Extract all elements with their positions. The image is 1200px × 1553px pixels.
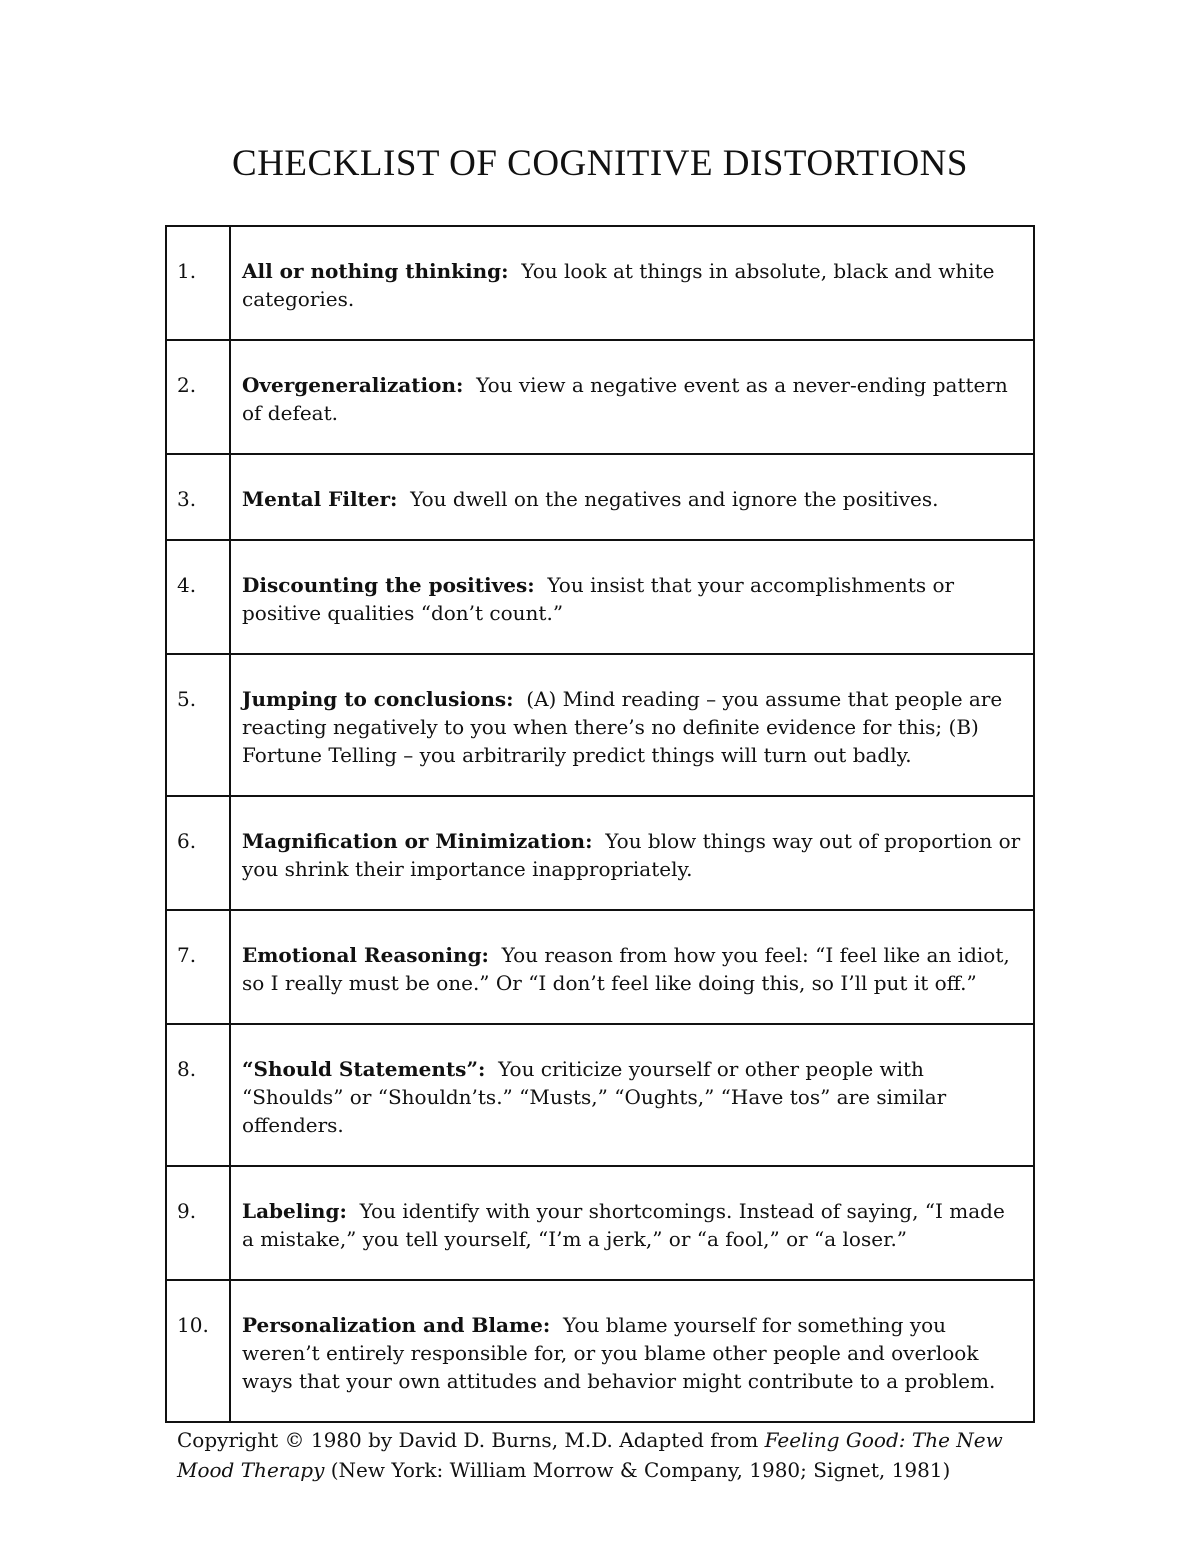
- copyright-prefix: Copyright © 1980 by David D. Burns, M.D. Adapted from: [177, 1428, 759, 1452]
- distortion-description: (A) Mind reading – you assume that people are reacting negatively to you when there’s no definite evidence for this; (B) Fortune Telling – you arbitrarily predict things will turn out badly.: [242, 687, 1003, 767]
- copyright-suffix: (New York: William Morrow & Company, 1980; Signet, 1981): [330, 1458, 951, 1482]
- item-number: 3.: [166, 454, 230, 540]
- table-row: [166, 1166, 1034, 1280]
- distortion-term: Labeling:: [242, 1199, 347, 1223]
- item-number: 4.: [166, 540, 230, 654]
- distortion-term: Jumping to conclusions:: [242, 687, 514, 711]
- distortion-description: You reason from how you feel: “I feel like an idiot, so I really must be one.” Or “I don’t feel like doing this, so I’ll put it off.”: [242, 943, 1010, 995]
- item-definition: [230, 796, 1034, 910]
- distortion-term: “Should Statements”:: [242, 1057, 486, 1081]
- item-number: 6.: [166, 796, 230, 910]
- table-row: [166, 340, 1034, 454]
- distortion-description: You blow things way out of proportion or you shrink their importance inappropriately.: [242, 829, 1021, 881]
- table-row: [166, 226, 1034, 340]
- distortion-description: You identify with your shortcomings. Instead of saying, “I made a mistake,” you tell yourself, “I’m a jerk,” or “a fool,” or “a loser.”: [242, 1199, 1005, 1251]
- distortion-term: Discounting the positives:: [242, 573, 535, 597]
- item-definition: [230, 340, 1034, 454]
- distortion-description: You criticize yourself or other people with “Shoulds” or “Shouldn’ts.” “Musts,” “Oughts,” “Have tos” are similar offenders.: [242, 1057, 947, 1137]
- distortion-term: Magnification or Minimization:: [242, 829, 593, 853]
- distortions-table-body: [166, 226, 1034, 1422]
- item-number: 2.: [166, 340, 230, 454]
- distortion-description: You dwell on the negatives and ignore the positives.: [410, 487, 939, 511]
- item-number: 8.: [166, 1024, 230, 1166]
- distortion-term: All or nothing thinking:: [242, 259, 509, 283]
- distortion-description: You view a negative event as a never-ending pattern of defeat.: [242, 373, 1008, 425]
- item-number: 5.: [166, 654, 230, 796]
- item-definition: [230, 1166, 1034, 1280]
- item-definition: [230, 654, 1034, 796]
- distortions-table: [165, 225, 1035, 1423]
- table-row: [166, 654, 1034, 796]
- item-number: 1.: [166, 226, 230, 340]
- table-row: [166, 910, 1034, 1024]
- table-row: [166, 454, 1034, 540]
- book-title: Feeling Good: The New Mood Therapy: [177, 1428, 1003, 1482]
- item-definition: [230, 910, 1034, 1024]
- item-definition: [230, 226, 1034, 340]
- table-row: [166, 796, 1034, 910]
- distortion-term: Emotional Reasoning:: [242, 943, 489, 967]
- item-number: 10.: [166, 1280, 230, 1422]
- table-row: [166, 1280, 1034, 1422]
- distortion-term: Overgeneralization:: [242, 373, 464, 397]
- distortion-description: You insist that your accomplishments or positive qualities “don’t count.”: [242, 573, 955, 625]
- item-definition: [230, 540, 1034, 654]
- item-number: 9.: [166, 1166, 230, 1280]
- distortion-description: You blame yourself for something you weren’t entirely responsible for, or you blame other people and overlook ways that your own attitudes and behavior might contribute to a problem.: [242, 1313, 996, 1393]
- item-definition: [230, 1280, 1034, 1422]
- item-definition: [230, 454, 1034, 540]
- distortion-term: Mental Filter:: [242, 487, 398, 511]
- item-definition: [230, 1024, 1034, 1166]
- table-row: [166, 540, 1034, 654]
- table-row: [166, 1024, 1034, 1166]
- distortion-description: You look at things in absolute, black and white categories.: [242, 259, 995, 311]
- item-number: 7.: [166, 910, 230, 1024]
- copyright-notice: [177, 1425, 1017, 1485]
- page-title: CHECKLIST OF COGNITIVE DISTORTIONS: [232, 143, 968, 184]
- distortion-term: Personalization and Blame:: [242, 1313, 551, 1337]
